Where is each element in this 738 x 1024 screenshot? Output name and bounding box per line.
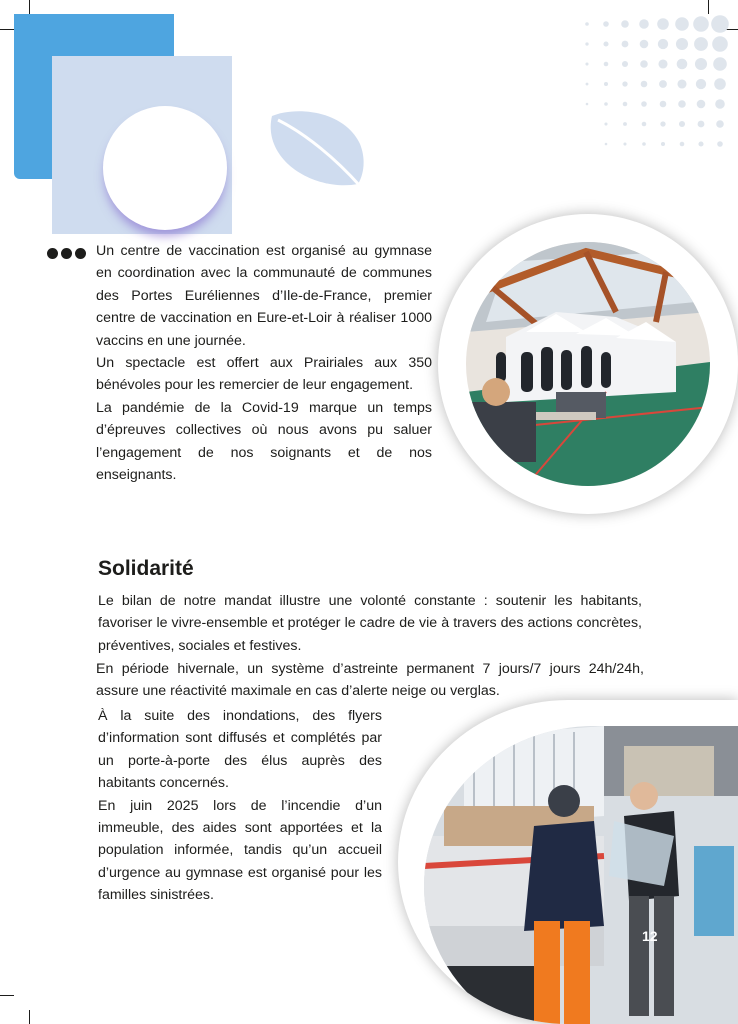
halftone-dot (642, 122, 647, 127)
halftone-dot (623, 122, 627, 126)
solidarite-astreinte (96, 658, 644, 703)
solidarite-paragraph: À la suite des inondations, des flyers d’information sont diffusés et complétés par un porte-à-porte des élus auprès des habitants concernés. (98, 708, 382, 792)
crop-mark (29, 1010, 30, 1024)
halftone-dot (622, 61, 628, 67)
intro-paragraph: Un centre de vaccination est organisé au gymnase en coordination avec la communauté de communes des Portes Euréliennes d’Ile-de-France, premier centre de vaccination en Eure-et-Loir à réaliser 1000 vaccins en une journée. (96, 243, 432, 349)
page-number: 12 (642, 928, 658, 944)
halftone-dot (677, 59, 688, 70)
halftone-dot (677, 79, 686, 88)
halftone-dot (661, 142, 665, 146)
vaccination-photo (438, 214, 738, 514)
halftone-dot (603, 21, 609, 27)
crop-mark (29, 0, 30, 14)
relief-photo (398, 700, 738, 1024)
halftone-dot (658, 59, 667, 68)
halftone-dot (678, 100, 686, 108)
halftone-dot (640, 60, 648, 68)
halftone-dot (696, 79, 706, 89)
halftone-dot (680, 142, 685, 147)
halftone-dot (715, 99, 725, 109)
halftone-dot (622, 81, 627, 86)
halftone-dot (714, 78, 726, 90)
halftone-dot (623, 142, 626, 145)
solidarite-paragraph: En période hivernale, un système d’astreinte permanent 7 jours/7 jours 24h/24h, assure une réactivité maximale en cas d’alerte neige ou verglas. (96, 661, 644, 700)
halftone-dot (641, 101, 647, 107)
halftone-dot (716, 120, 724, 128)
solidarite-intro (98, 590, 642, 657)
halftone-dot (717, 141, 723, 147)
solidarite-paragraph: Le bilan de notre mandat illustre une volonté constante : soutenir les habitants, favoriser le vivre-ensemble et protéger le cadre de vie à travers des actions concrètes, préventives, sociales et festives. (98, 593, 642, 654)
halftone-dot (639, 19, 649, 29)
halftone-dot (711, 15, 729, 33)
halftone-dot (698, 141, 703, 146)
halftone-dot (604, 122, 607, 125)
halftone-dot (658, 39, 668, 49)
halftone-dot (713, 57, 727, 71)
halftone-dot (622, 41, 629, 48)
halftone-dot (693, 16, 709, 32)
halftone-dot (586, 103, 589, 106)
intro-paragraph: La pandémie de la Covid-19 marque un temps d’épreuves collectives où nous avons pu saluer l’engagement de nos soignants et de nos enseignants. (96, 399, 432, 484)
halftone-dot (694, 37, 708, 51)
halftone-dot (604, 102, 608, 106)
decor-circle (103, 106, 227, 230)
halftone-dot (675, 17, 689, 31)
halftone-dot (623, 102, 628, 107)
halftone-dot (676, 38, 688, 50)
halftone-dot (660, 101, 667, 108)
halftone-dot (660, 121, 665, 126)
intro-text (96, 240, 432, 486)
halftone-dot (679, 121, 685, 127)
halftone-dot (712, 36, 728, 52)
intro-paragraph: Un spectacle est offert aux Prairiales aux 350 bénévoles pour les remercier de leur engagement. (96, 355, 432, 394)
halftone-dot (585, 22, 589, 26)
section-title: Solidarité (98, 557, 194, 580)
halftone-dot (585, 42, 588, 45)
halftone-dot (640, 40, 649, 49)
crop-mark (0, 29, 14, 30)
halftone-dot (642, 142, 646, 146)
halftone-dot (641, 81, 648, 88)
bullet-dots-icon (47, 246, 93, 258)
crop-mark (0, 995, 14, 996)
halftone-dot (603, 41, 608, 46)
solidarite-details (98, 705, 382, 907)
halftone-dot (698, 121, 705, 128)
halftone-dot (605, 143, 608, 146)
solidarite-paragraph: En juin 2025 lors de l’incendie d’un immeuble, des aides sont apportées et la population informée, tandis qu’un accueil d’urgence au gymnase est organisé pour les familles sinistrées. (98, 797, 382, 904)
halftone-dots (560, 14, 730, 164)
relief-scene (424, 726, 738, 1024)
halftone-dot (697, 100, 706, 109)
leaf-icon (266, 104, 381, 204)
halftone-dot (695, 58, 707, 70)
crop-mark (708, 0, 709, 14)
halftone-dot (604, 82, 608, 86)
halftone-dot (621, 20, 629, 28)
halftone-dot (585, 62, 588, 65)
halftone-dot (657, 18, 669, 30)
halftone-dot (586, 83, 589, 86)
halftone-dot (659, 80, 667, 88)
vaccination-scene (466, 242, 710, 486)
halftone-dot (604, 62, 609, 67)
